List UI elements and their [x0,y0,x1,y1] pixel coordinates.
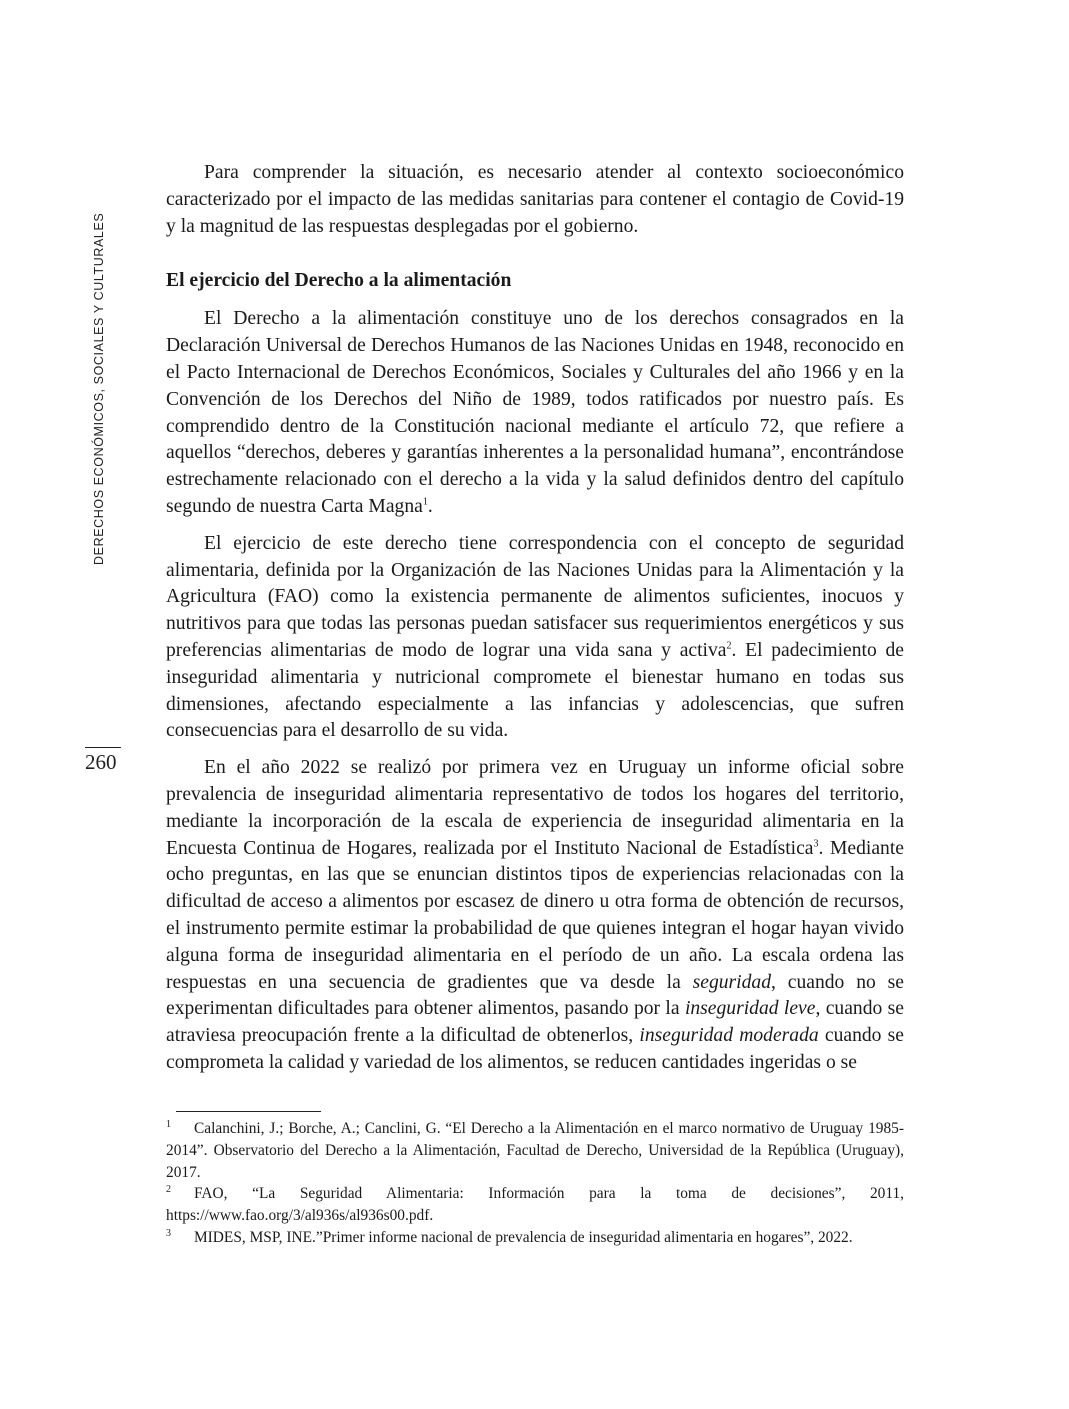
section-heading: El ejercicio del Derecho a la alimentación [166,270,512,292]
footnote-ref[interactable]: 2 [726,640,732,652]
paragraph-text: cuando se comprometa la calidad y variedad de los alimentos, se reducen cantidades ingeridas o se [166,1025,904,1073]
main-text [166,160,904,1077]
italic-term: inseguridad moderada [639,1025,819,1047]
paragraph-context: Para comprender la situación, es necesario atender al contexto socioeconómico caracterizado por el impacto de las medidas sanitarias para contener el contagio de Covid-19 y la magnitud de las respuestas desplegadas por el gobierno. [166,162,904,237]
paragraph-text: El ejercicio de este derecho tiene correspondencia con el concepto de seguridad alimentaria, definida por la Organización de las Naciones Unidas para la Alimentación y la Agricultura (FAO) como la existencia permanente de alimentos suficientes, inocuos y nutritivos para que todas las personas puedan satisfacer sus requerimientos energéticos y sus preferencias alimentarias de modo de lograr una vida sana y activa [166,532,904,661]
footnote-ref[interactable]: 1 [422,496,428,508]
page-number-rule [85,747,121,748]
paragraph-text: . Mediante ocho preguntas, en las que se enuncian distintos tipos de experiencias relacionadas con la dificultad de acceso a alimentos por escasez de dinero u otra forma de obtención de recursos, el instrumento permite estimar la probabilidad de que quienes integran el hogar hayan vivido alguna forma de inseguridad alimentaria en el período de un año. La escala ordena las respuestas en una secuencia de gradientes que va desde la [166,837,904,993]
italic-term: seguridad [692,971,772,993]
footnotes [166,1118,904,1249]
paragraph-text: El Derecho a la alimentación constituye uno de los derechos consagrados en la Declaración Universal de Derechos Humanos de las Naciones Unidas en 1948, reconocido en el Pacto Internacional de Derechos Económicos, Sociales y Culturales del año 1966 y en la Convención de los Derechos del Niño de 1989, todos ratificados por nuestro país. Es comprendido dentro de la Constitución nacional mediante el artículo 72, que refiere a aquellos “derechos, deberes y garantías inherentes a la personalidad humana”, encontrándose estrechamente relacionado con el derecho a la vida y la salud definidos dentro del capítulo segundo de nuestra Carta Magna [166,308,904,517]
footnote-1 [166,1118,904,1183]
footnote-2 [166,1183,904,1227]
paragraph-2022-report [166,755,904,1077]
paragraph-right-to-food [166,306,904,520]
italic-term: inseguridad leve [684,998,816,1020]
running-header-vertical: DERECHOS ECONÓMICOS, SOCIALES Y CULTURALES [92,212,106,565]
paragraph-text: , cuando se atraviesa preocupación frente a la dificultad de obtenerlos, [166,998,904,1047]
footnote-ref[interactable]: 3 [813,838,819,849]
footnote-number: 2 [166,1184,171,1196]
footnote-number: 3 [166,1227,171,1239]
footnote-3 [166,1227,904,1249]
page-number: 260 [85,750,117,774]
paragraph-text: . El padecimiento de inseguridad alimentaria y nutricional compromete el bienestar humano en todas sus dimensiones, afectando especialmente a las infancias y adolescencias, que sufren consecuencias para el desarrollo de su vida. [166,639,904,742]
footnote-separator [176,1111,321,1112]
paragraph-text: En el año 2022 se realizó por primera vez en Uruguay un informe oficial sobre prevalencia de inseguridad alimentaria representativo de todos los hogares del territorio, mediante la incorporación de la escala de experiencia de inseguridad alimentaria en la Encuesta Continua de Hogares, realizada por el Instituto Nacional de Estadística [166,757,904,859]
footnote-text: FAO, “La Seguridad Alimentaria: Información para la toma de decisiones”, 2011, https://www.fao.org/3/al936s/al936s00.pdf. [166,1185,904,1225]
footnote-text: Calanchini, J.; Borche, A.; Canclini, G. “El Derecho a la Alimentación en el marco normativo de Uruguay 1985-2014”. Observatorio del Derecho a la Alimentación, Facultad de Derecho, Universidad de la República (Uruguay), 2017. [166,1120,904,1181]
paragraph-text: , cuando no se experimentan dificultades para obtener alimentos, pasando por la [166,971,904,1020]
footnote-number: 1 [166,1119,171,1130]
footnote-text: MIDES, MSP, INE.”Primer informe nacional de prevalencia de inseguridad alimentaria en hogares”, 2022. [194,1228,853,1246]
paragraph-text: . [427,495,433,517]
paragraph-food-security [166,531,904,745]
